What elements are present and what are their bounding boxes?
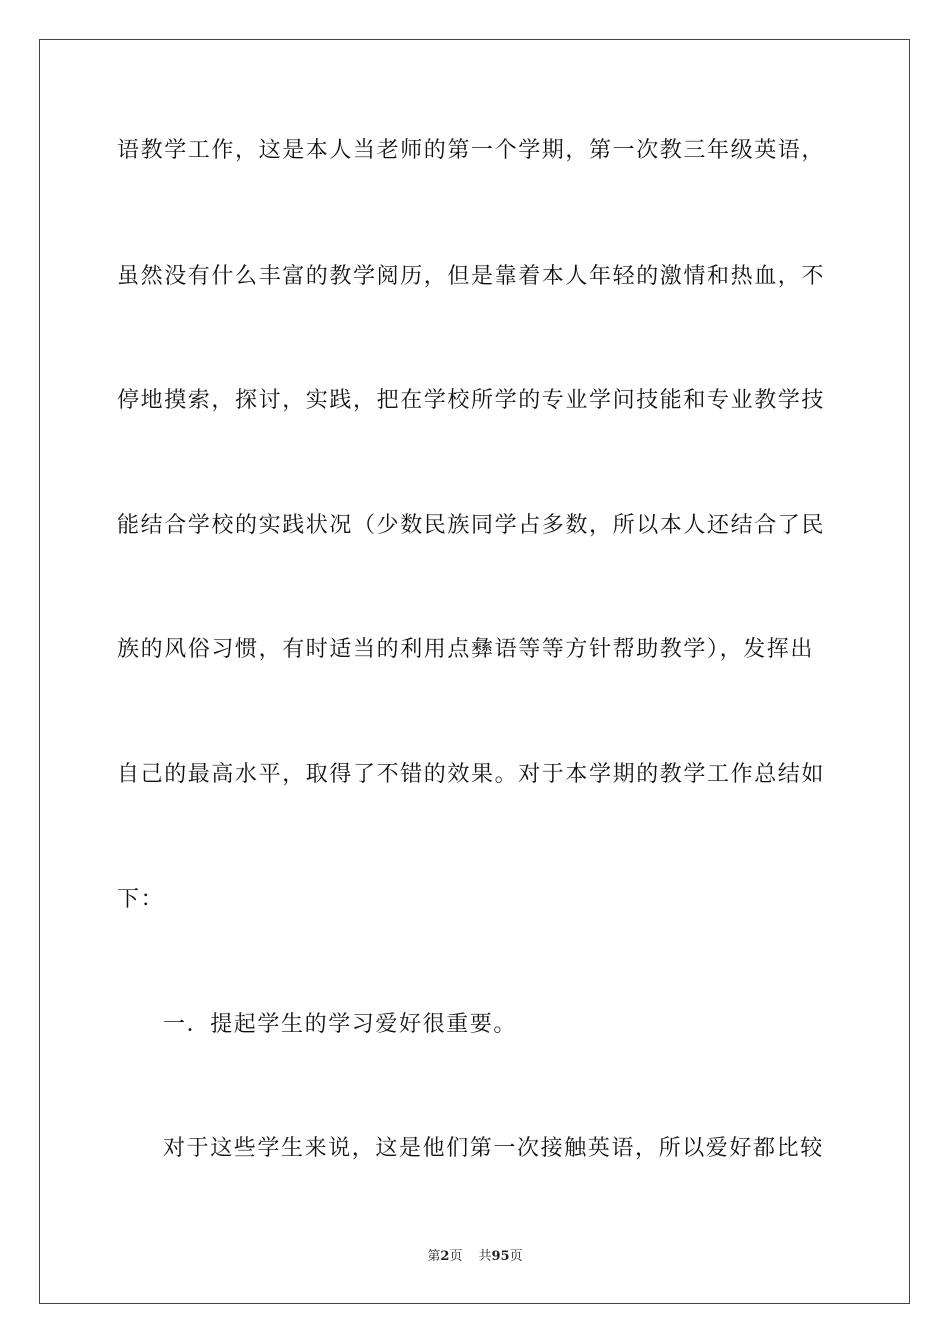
section-heading: 一．提起学生的学习爱好很重要。 xyxy=(163,1012,518,1037)
body-line-9: 对于这些学生来说，这是他们第一次接触英语，所以爱好都比较 xyxy=(163,1136,824,1161)
page-current: 2 xyxy=(440,1249,450,1264)
body-line-7: 下： xyxy=(117,887,165,912)
total-prefix: 共 xyxy=(478,1249,492,1264)
body-line-5: 族的风俗习惯，有时适当的利用点彝语等等方针帮助教学），发挥出 xyxy=(117,637,815,662)
body-line-2: 虽然没有什么丰富的教学阅历，但是靠着本人年轻的激情和热血，不 xyxy=(117,264,826,289)
body-line-6: 自己的最高水平，取得了不错的效果。对于本学期的教学工作总结如 xyxy=(117,762,826,787)
total-unit: 页 xyxy=(509,1249,523,1264)
body-line-1: 语教学工作，这是本人当老师的第一个学期，第一次教三年级英语， xyxy=(117,138,826,163)
page-unit: 页 xyxy=(449,1249,463,1264)
body-line-3: 停地摸索，探讨，实践，把在学校所学的专业学问技能和专业教学技 xyxy=(117,388,826,413)
page-footer xyxy=(0,1248,950,1266)
body-line-4: 能结合学校的实践状况（少数民族同学占多数，所以本人还结合了民 xyxy=(117,513,826,538)
page-prefix: 第 xyxy=(427,1249,441,1264)
page-border xyxy=(39,39,910,1304)
page-total: 95 xyxy=(491,1249,510,1264)
